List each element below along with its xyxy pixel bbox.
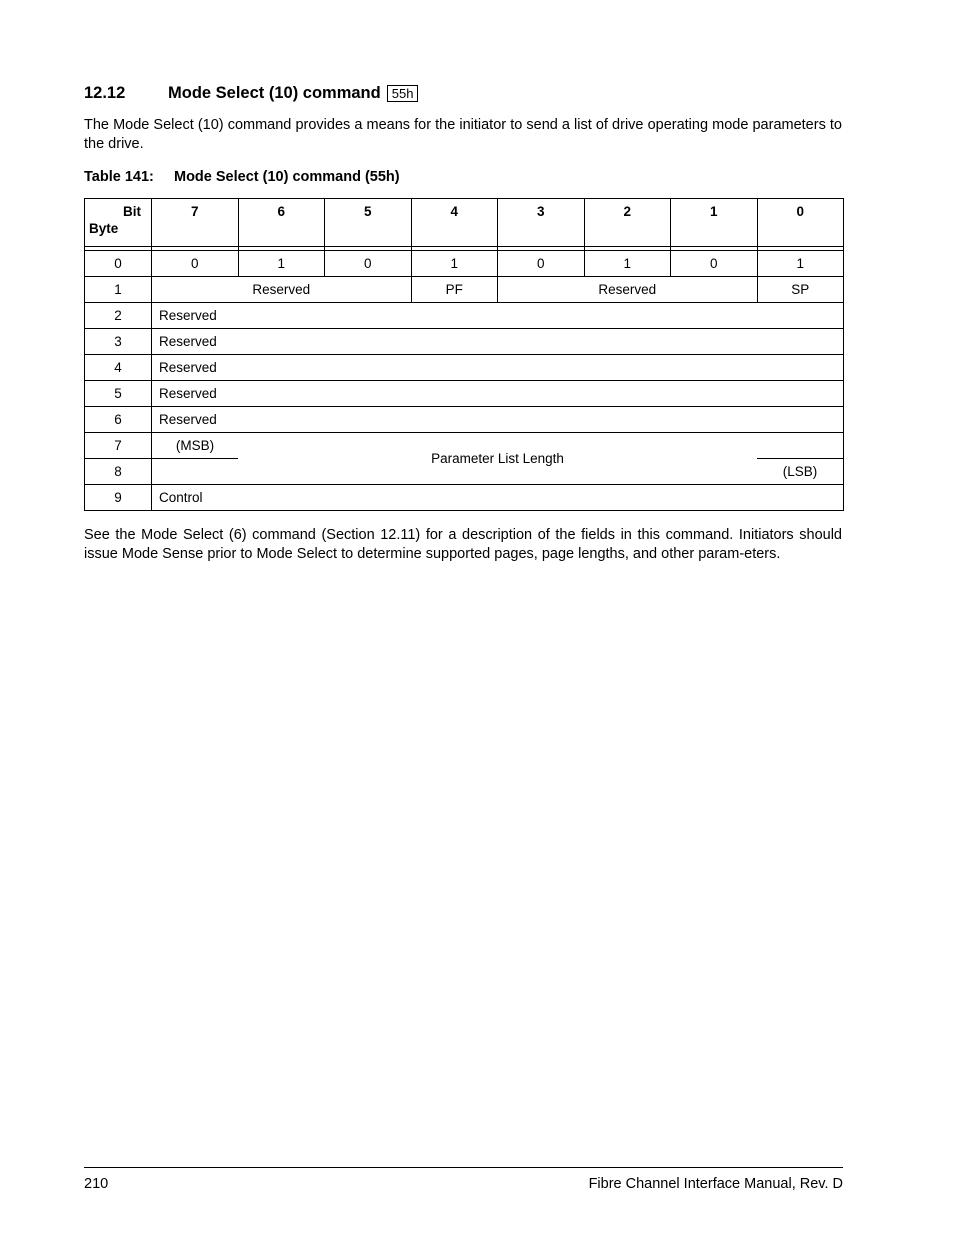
bit-label: Bit [123, 204, 141, 219]
section-heading [84, 84, 418, 103]
opcode-bit: 0 [325, 251, 412, 277]
lsb-spacer [152, 459, 239, 485]
bit-header-0: 0 [757, 199, 844, 247]
opcode-bit: 0 [671, 251, 758, 277]
table-row [85, 355, 844, 381]
byte-number: 3 [85, 329, 152, 355]
table-row [85, 433, 844, 459]
byte-number: 5 [85, 381, 152, 407]
opcode-bit: 1 [411, 251, 498, 277]
opcode-bit: 0 [498, 251, 585, 277]
msb-marker: (MSB) [152, 433, 239, 459]
table-caption-title: Mode Select (10) command (55h) [174, 169, 400, 185]
byte-number: 9 [85, 485, 152, 511]
intro-paragraph: The Mode Select (10) command provides a means for the initiator to send a list of drive operating mode parameters to the drive. [84, 117, 842, 152]
command-table [84, 198, 844, 511]
opcode-bit: 1 [757, 251, 844, 277]
reserved-field: Reserved [152, 303, 844, 329]
byte-number: 2 [85, 303, 152, 329]
lsb-marker: (LSB) [757, 459, 844, 485]
byte-number: 8 [85, 459, 152, 485]
reserved-field: Reserved [498, 277, 758, 303]
table-caption [84, 169, 400, 185]
bit-byte-header [85, 199, 152, 247]
page-number: 210 [84, 1176, 109, 1192]
reserved-field: Reserved [152, 355, 844, 381]
sp-field: SP [757, 277, 844, 303]
document-title: Fibre Channel Interface Manual, Rev. D [588, 1176, 843, 1192]
reserved-field: Reserved [152, 329, 844, 355]
bit-header-1: 1 [671, 199, 758, 247]
bit-header-4: 4 [411, 199, 498, 247]
pf-field: PF [411, 277, 498, 303]
table-row [85, 277, 844, 303]
parameter-list-length-field: Parameter List Length [238, 433, 757, 485]
byte-label: Byte [89, 221, 119, 236]
bit-header-6: 6 [238, 199, 325, 247]
reserved-field: Reserved [152, 277, 412, 303]
table-row [85, 329, 844, 355]
bit-header-3: 3 [498, 199, 585, 247]
byte-number: 0 [85, 251, 152, 277]
msb-spacer [757, 433, 844, 459]
opcode-tag: 55h [387, 85, 419, 102]
opcode-bit: 1 [584, 251, 671, 277]
byte-number: 6 [85, 407, 152, 433]
opcode-bit: 1 [238, 251, 325, 277]
table-row [85, 407, 844, 433]
section-title: Mode Select (10) command [168, 84, 381, 102]
table-row [85, 485, 844, 511]
byte-number: 1 [85, 277, 152, 303]
byte-number: 4 [85, 355, 152, 381]
note-paragraph: See the Mode Select (6) command (Section 12.11) for a description of the fields in this command. Initiators should issue Mode Sense prior to Mode Select to determine supported pages, page lengths, and other param-eters. [84, 527, 842, 562]
opcode-bit: 0 [152, 251, 239, 277]
section-number: 12.12 [84, 84, 126, 102]
control-field: Control [152, 485, 844, 511]
table-row [85, 251, 844, 277]
footer-rule [84, 1167, 843, 1168]
byte-number: 7 [85, 433, 152, 459]
table-row [85, 303, 844, 329]
bit-header-5: 5 [325, 199, 412, 247]
bit-header-2: 2 [584, 199, 671, 247]
reserved-field: Reserved [152, 381, 844, 407]
table-header-row [85, 199, 844, 247]
table-row [85, 381, 844, 407]
reserved-field: Reserved [152, 407, 844, 433]
table-caption-number: Table 141: [84, 169, 154, 185]
bit-header-7: 7 [152, 199, 239, 247]
